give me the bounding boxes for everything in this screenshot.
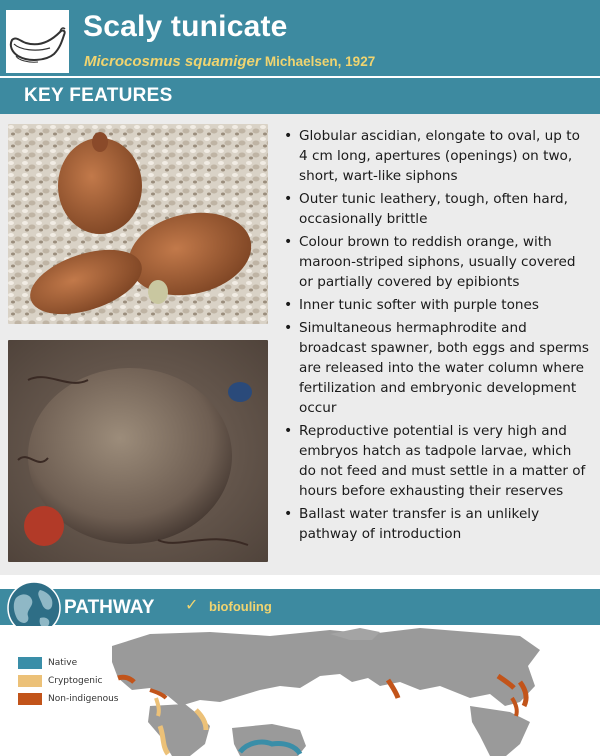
bullet-icon: • bbox=[284, 128, 293, 144]
feature-item: • Globular ascidian, elongate to oval, up to 4 cm long, apertures (openings) on two, short, wart-like siphons bbox=[284, 128, 580, 184]
bullet-icon: • bbox=[284, 320, 293, 336]
map-legend bbox=[18, 654, 118, 708]
feature-item: • Colour brown to reddish orange, with maroon-striped siphons, usually covered or partially covered by epibionts bbox=[284, 234, 576, 290]
species-subtitle bbox=[84, 53, 375, 70]
tunicate-outline-icon bbox=[6, 10, 69, 73]
key-features-content bbox=[0, 114, 600, 575]
pathway-item-biofouling: biofouling bbox=[209, 599, 272, 614]
legend-swatch bbox=[18, 675, 42, 687]
key-features-heading: KEY FEATURES bbox=[24, 85, 173, 106]
bullet-icon: • bbox=[284, 234, 293, 250]
legend-item-cryptogenic: Cryptogenic bbox=[18, 672, 118, 689]
page-title: Scaly tunicate bbox=[83, 10, 288, 43]
scientific-name: Microcosmus squamiger bbox=[84, 53, 261, 70]
feature-item: • Reproductive potential is very high and embryos hatch as tadpole larvae, which do not feed and must settle in a matter of hours before exhausting their reserves bbox=[284, 423, 586, 499]
legend-swatch bbox=[18, 657, 42, 669]
bullet-icon: • bbox=[284, 297, 293, 313]
bullet-icon: • bbox=[284, 191, 293, 207]
species-author: Michaelsen, 1927 bbox=[264, 54, 376, 69]
key-features-band bbox=[0, 78, 600, 114]
feature-item: • Ballast water transfer is an unlikely pathway of introduction bbox=[284, 506, 540, 542]
features-list bbox=[283, 126, 591, 547]
tunicate-photo-top bbox=[8, 124, 268, 324]
pathway-heading: PATHWAY bbox=[64, 597, 155, 618]
bullet-icon: • bbox=[284, 423, 293, 439]
legend-swatch bbox=[18, 693, 42, 705]
legend-item-native: Native bbox=[18, 654, 118, 671]
pathway-band bbox=[0, 589, 600, 625]
feature-item: • Inner tunic softer with purple tones bbox=[284, 297, 539, 313]
legend-item-non-indigenous: Non-indigenous bbox=[18, 690, 118, 707]
checkmark-icon: ✓ bbox=[185, 597, 199, 614]
feature-item: • Simultaneous hermaphrodite and broadcast spawner, both eggs and sperms are released into the water column where fertilization and embryonic development occur bbox=[284, 320, 589, 416]
bullet-icon: • bbox=[284, 506, 293, 522]
header-bar bbox=[0, 0, 600, 76]
feature-item: • Outer tunic leathery, tough, often hard, occasionally brittle bbox=[284, 191, 568, 227]
tunicate-photo-bottom bbox=[8, 340, 268, 562]
